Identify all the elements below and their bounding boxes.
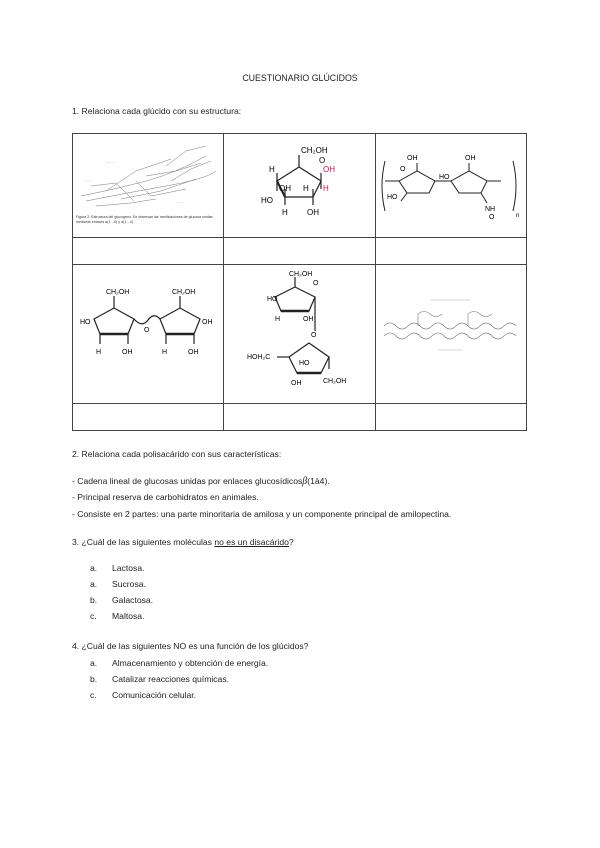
- sucrose-ch2oh-label: CH₂OH: [289, 271, 313, 278]
- chitin-nh-label: NH: [484, 205, 495, 213]
- q3-option-marker: a.: [90, 563, 98, 573]
- q4-option-marker: a.: [90, 658, 98, 668]
- glucose-ring-o-label: O: [319, 155, 326, 165]
- glucose-h-label: H: [269, 164, 276, 174]
- q3-option-text: Galactosa.: [112, 595, 154, 605]
- sucrose-oh-label: OH: [303, 316, 314, 323]
- chitin-structure-image: [377, 141, 525, 231]
- q3-option-text: Lactosa.: [112, 563, 145, 573]
- chitin-ho-label: HO: [386, 193, 398, 201]
- glucose-h-anomeric-label: H: [323, 183, 330, 193]
- maltose-h-label-2: H: [161, 349, 167, 356]
- glucose-ch2oh-label: CH₂OH: [301, 145, 329, 155]
- maltose-oh-label-3: OH: [187, 349, 199, 356]
- q3-option-marker: b.: [90, 595, 98, 605]
- q2-item-2: - Principal reserva de carbohidratos en animales.: [72, 492, 259, 502]
- q4-option-text: Comunicación celular.: [112, 690, 197, 700]
- maltose-o-label: O: [143, 327, 150, 334]
- sucrose-h-label: H: [275, 316, 281, 323]
- q2-item-1: [72, 476, 330, 487]
- glycogen-structure-image: [76, 141, 221, 231]
- answer-cell-5[interactable]: [224, 404, 375, 431]
- chitin-o-label-2: O: [488, 213, 495, 221]
- q3-option-text: Maltosa.: [112, 611, 145, 621]
- question-4-prompt: 4. ¿Cuál de las siguientes NO es una función de los glúcidos?: [72, 641, 309, 651]
- glucose-ho-label: HO: [261, 195, 274, 205]
- cell-chitin: [375, 134, 526, 238]
- maltose-ch2oh-label-2: CH₂OH: [171, 289, 195, 296]
- answer-cell-2[interactable]: [224, 238, 375, 265]
- maltose-h-label: H: [95, 349, 101, 356]
- q4-option-marker: c.: [90, 690, 97, 700]
- q3-option[interactable]: [90, 579, 146, 590]
- maltose-oh-label-2: OH: [121, 349, 133, 356]
- sucrose-structure-image: [239, 269, 359, 399]
- beta-symbol: β: [302, 476, 308, 487]
- cell-glucose: [224, 134, 375, 238]
- svg-text:- - - - - -: - - - - - -: [175, 200, 185, 204]
- q4-option-marker: b.: [90, 674, 98, 684]
- q4-option-text: Catalizar reacciones químicas.: [112, 674, 230, 684]
- q4-option[interactable]: [90, 690, 196, 701]
- answer-cell-3[interactable]: [375, 238, 526, 265]
- answer-cell-4[interactable]: [73, 404, 224, 431]
- sucrose-ho-label-2: HO: [299, 360, 310, 367]
- q4-option[interactable]: [90, 658, 268, 669]
- q4-option-text: Almacenamiento y obtención de energía.: [112, 658, 269, 668]
- cell-sucrose: [224, 265, 375, 404]
- q3-option[interactable]: [90, 595, 153, 606]
- glucose-oh-label: OH: [279, 183, 292, 193]
- answer-cell-6[interactable]: [375, 404, 526, 431]
- bond-notation: (1à4).: [307, 476, 330, 486]
- amylopectin-structure-image: [378, 284, 523, 384]
- maltose-oh-label: OH: [201, 319, 213, 326]
- q2-item-3: - Consiste en 2 partes: una parte minoritaria de amilosa y un componente principal de amilopectina.: [72, 509, 452, 519]
- q3-option[interactable]: [90, 611, 144, 622]
- sucrose-glycosidic-o-label: O: [311, 332, 317, 339]
- question-2-prompt: 2. Relaciona cada polisacárido con sus características:: [72, 449, 282, 459]
- glucose-h-label-3: H: [282, 207, 289, 217]
- chitin-oh-label-2: OH: [464, 154, 476, 162]
- answer-cell-1[interactable]: [73, 238, 224, 265]
- sucrose-oh-label-2: OH: [291, 380, 302, 387]
- glucose-structure-image: [249, 141, 349, 231]
- chitin-oh-label: OH: [406, 154, 418, 162]
- svg-text:- - - - - - -: - - - - - - -: [105, 160, 116, 164]
- chitin-ho-label-2: HO: [438, 173, 450, 181]
- page-title: CUESTIONARIO GLÚCIDOS: [242, 73, 358, 83]
- cell-maltose: [73, 265, 224, 404]
- q3-prompt-post: ?: [288, 537, 294, 547]
- q3-option-marker: c.: [90, 611, 97, 621]
- q3-prompt-underlined: no es un disacárido: [214, 537, 289, 547]
- chitin-o-label: O: [399, 165, 406, 173]
- maltose-ch2oh-label-1: CH₂OH: [105, 289, 129, 296]
- glucose-oh-anomeric-label: OH: [323, 164, 336, 174]
- q3-option-text: Sucrosa.: [112, 579, 146, 589]
- structure-table: [72, 133, 527, 431]
- q2-item-1-text: - Cadena lineal de glucosas unidas por enlaces glucosídicos: [72, 476, 303, 486]
- glycogen-caption: Figura 2: Estructura del glucógeno. Se observan las ramificaciones de glucosa unidas mediante enlaces α(1→6) y α(1→4).: [75, 214, 213, 223]
- sucrose-hoh2c-label: HOH₂C: [247, 354, 271, 361]
- chitin-n-label: n: [515, 212, 520, 219]
- sucrose-o-label: O: [313, 280, 319, 287]
- question-1-prompt: 1. Relaciona cada glúcido con su estructura:: [72, 106, 242, 116]
- svg-text:- - - - -: - - - - -: [83, 178, 91, 182]
- maltose-ho-label: HO: [79, 319, 91, 326]
- cell-glycogen: [73, 134, 224, 238]
- q3-prompt-pre: 3. ¿Cuál de las siguientes moléculas: [72, 537, 215, 547]
- q3-option-marker: a.: [90, 579, 98, 589]
- sucrose-ch2oh-label-2: CH₂OH: [323, 378, 347, 385]
- maltose-structure-image: [76, 284, 221, 384]
- q3-option[interactable]: [90, 563, 145, 574]
- glucose-oh-label-2: OH: [307, 207, 320, 217]
- glucose-h-label-2: H: [303, 183, 310, 193]
- question-3-prompt: [72, 537, 294, 548]
- sucrose-ho-label: HO: [267, 296, 278, 303]
- q4-option[interactable]: [90, 674, 229, 685]
- cell-amylopectin: [375, 265, 526, 404]
